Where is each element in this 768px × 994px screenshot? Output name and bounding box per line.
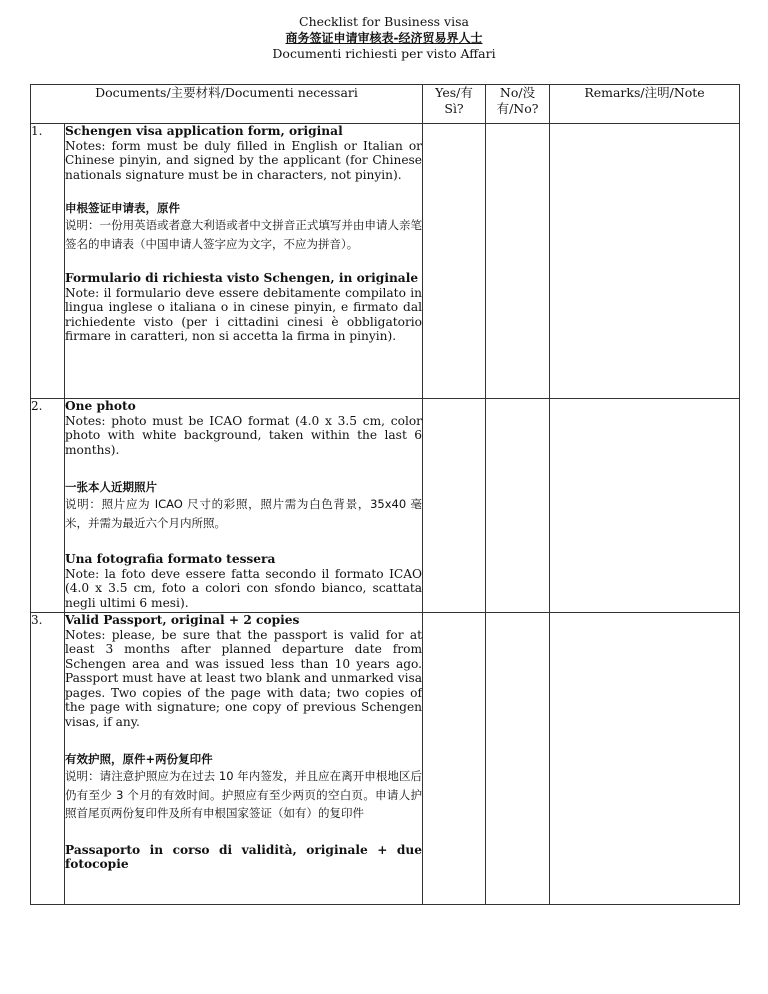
yes-cell[interactable] — [423, 399, 486, 613]
item-title-it: Passaporto in corso di validità, originale + due fotocopie — [65, 842, 423, 871]
row-content — [65, 124, 423, 399]
item-note-zh: 说明：一份用英语或者意大利语或者中文拼音正式填写并由申请人亲笔签名的申请表（中国申请人签字应为文字，不应为拼音）。 — [65, 218, 423, 251]
item-note-it: Note: la foto deve essere fatta secondo il formato ICAO (4.0 x 3.5 cm, foto a colori con sfondo bianco, scattata negli ultimi 6 mesi). — [65, 566, 423, 610]
remarks-cell[interactable] — [550, 613, 740, 905]
document-header — [0, 14, 768, 62]
table-row — [31, 613, 740, 905]
remarks-cell[interactable] — [550, 399, 740, 613]
item-title-en: Valid Passport, original + 2 copies — [65, 613, 300, 627]
yes-cell[interactable] — [423, 613, 486, 905]
row-content — [65, 613, 423, 905]
row-number: 2. — [31, 399, 65, 613]
no-cell[interactable] — [486, 124, 550, 399]
item-title-en: One photo — [65, 399, 136, 413]
row-number: 3. — [31, 613, 65, 905]
item-title-it: Una fotografia formato tessera — [65, 552, 276, 566]
item-title-zh: 一张本人近期照片 — [65, 480, 157, 494]
item-note-zh: 说明：请注意护照应为在过去 10 年内签发，并且应在离开申根地区后仍有至少 3 个月的有效时间。护照应有至少两页的空白页。申请人护照首尾页两份复印件及所有申根国家签证（如有）的复印件 — [65, 769, 423, 820]
item-note-en: Notes: please, be sure that the passport is valid for at least 3 months after planned departure date from Schengen area and was issued less than 10 years ago. Passport must have at least two blank and unmarked visa pages. Two copies of the page with data; two copies of the page with signature; one copy of previous Schengen visas, if any. — [65, 627, 423, 729]
yes-cell[interactable] — [423, 124, 486, 399]
table-row — [31, 399, 740, 613]
row-number: 1. — [31, 124, 65, 399]
checklist-table — [30, 84, 740, 905]
item-note-en: Notes: photo must be ICAO format (4.0 x 3.5 cm, color photo with white background, taken within the last 6 months). — [65, 413, 423, 457]
remarks-cell[interactable] — [550, 124, 740, 399]
row-content — [65, 399, 423, 613]
column-header-yes: Yes/有 Sì? — [423, 85, 486, 124]
column-header-remarks: Remarks/注明/Note — [550, 85, 740, 124]
item-title-zh: 申根签证申请表，原件 — [65, 201, 180, 215]
item-title-it: Formulario di richiesta visto Schengen, in originale — [65, 271, 419, 285]
no-cell[interactable] — [486, 613, 550, 905]
column-header-no: No/没有/No? — [486, 85, 550, 124]
item-title-en: Schengen visa application form, original — [65, 124, 343, 138]
item-title-zh: 有效护照，原件+两份复印件 — [65, 752, 213, 766]
title-english: Checklist for Business visa — [299, 14, 469, 29]
item-note-zh: 说明：照片应为 ICAO 尺寸的彩照，照片需为白色背景，35x40 毫米，并需为最近六个月内所照。 — [65, 497, 423, 530]
item-note-it: Note: il formulario deve essere debitamente compilato in lingua inglese o italiana o in cinese pinyin, e firmato dal richiedente visto (per i cittadini cinesi è obbligatorio firmare in caratteri, non si accetta la firma in pinyin). — [65, 285, 423, 343]
table-header-row — [31, 85, 740, 124]
title-italian: Documenti richiesti per visto Affari — [272, 46, 496, 61]
no-cell[interactable] — [486, 399, 550, 613]
title-chinese: 商务签证申请审核表-经济贸易界人士 — [285, 31, 483, 45]
column-header-documents: Documents/主要材料/Documenti necessari — [31, 85, 423, 124]
item-note-en: Notes: form must be duly filled in English or Italian or Chinese pinyin, and signed by the applicant (for Chinese nationals signature must be in characters, not pinyin). — [65, 138, 423, 182]
table-row — [31, 124, 740, 399]
